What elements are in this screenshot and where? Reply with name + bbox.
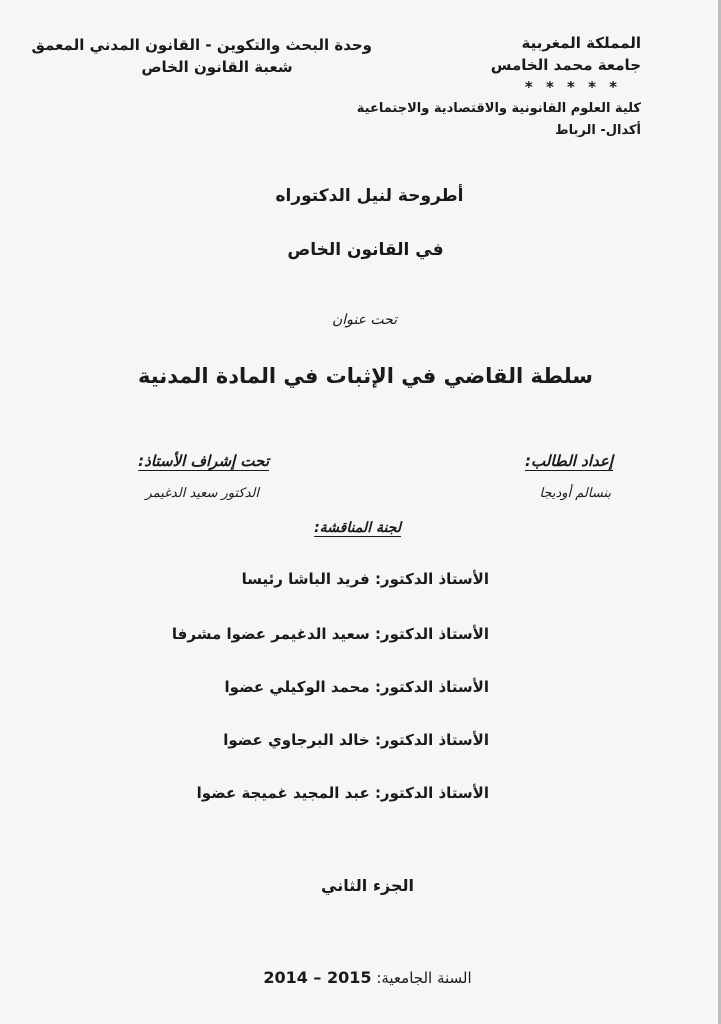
faculty-name: كلية العلوم القانونية والاقتصادية والاجتماعية (356, 101, 641, 116)
member-prefix: الأستاذ الدكتور: (374, 625, 489, 643)
committee-title: لجنة المناقشة: (314, 520, 401, 536)
member-name: محمد الوكيلي عضوا (224, 678, 370, 696)
department-name: شعبة القانون الخاص (141, 58, 293, 76)
member-prefix: الأستاذ الدكتور: (374, 678, 489, 696)
header-unit (31, 34, 372, 78)
committee-member (197, 784, 489, 802)
member-name: سعيد الدغيمر عضوا مشرفا (171, 625, 370, 643)
header-institution (357, 32, 641, 142)
part-label: الجزء الثاني (321, 876, 414, 895)
field-title: في القانون الخاص (287, 240, 444, 260)
faculty-location: أكدال- الرباط (555, 123, 641, 138)
student-label: إعداد الطالب: (525, 452, 613, 470)
thesis-title: سلطة القاضي في الإثبات في المادة المدنية (138, 364, 593, 388)
academic-year-label: السنة الجامعية: (376, 969, 472, 987)
committee-member (223, 731, 489, 749)
research-unit: وحدة البحث والتكوين - القانون المدني المعمق (31, 36, 372, 54)
member-prefix: الأستاذ الدكتور: (374, 784, 489, 802)
student-name: بنسالم أوديجا (539, 486, 611, 501)
academic-year (0, 968, 721, 987)
member-name: فريد الباشا رئيسا (241, 570, 370, 588)
member-prefix: الأستاذ الدكتور: (374, 570, 489, 588)
member-name: عبد المجيد غميجة عضوا (196, 784, 370, 802)
university-name: جامعة محمد الخامس (490, 56, 641, 74)
stars-separator: * * * * * (524, 78, 621, 96)
academic-year-value: 2014 – 2015 (263, 968, 372, 987)
country-name: المملكة المغربية (521, 34, 641, 52)
member-prefix: الأستاذ الدكتور: (374, 731, 489, 749)
committee-member (242, 570, 489, 588)
member-name: خالد البرجاوي عضوا (223, 731, 370, 749)
committee-member (225, 678, 489, 696)
under-title-label: تحت عنوان (331, 312, 398, 328)
committee-member (172, 625, 489, 643)
supervisor-label: تحت إشراف الأستاذ: (138, 452, 269, 470)
supervisor-name: الدكتور سعيد الدغيمر (145, 486, 259, 501)
degree-title: أطروحة لنيل الدكتوراه (275, 186, 464, 206)
